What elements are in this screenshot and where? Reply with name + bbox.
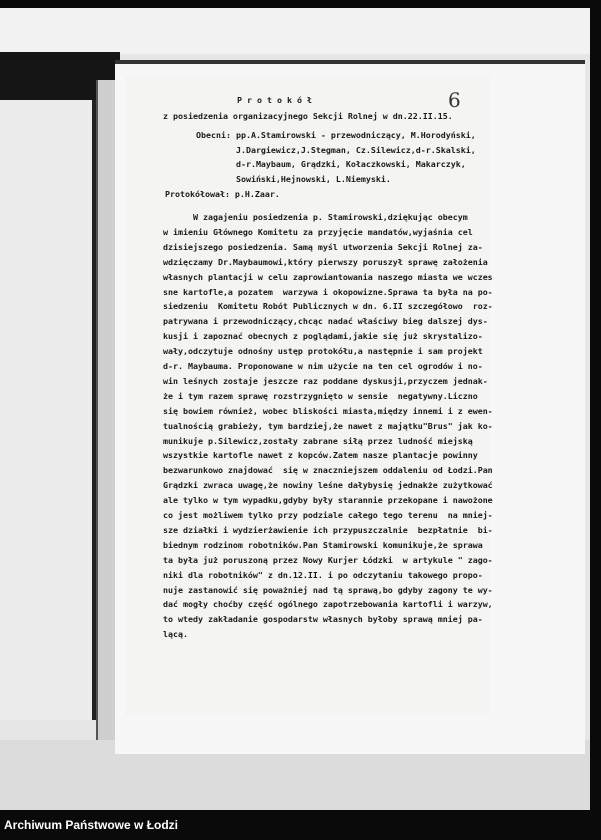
attendance-line: J.Dargiewicz,J.Stegman, Cz.Silewicz,d-r.Skalski,	[196, 144, 476, 155]
attendance-line: d-r.Maybaum, Grądzki, Kołaczkowski, Makarczyk,	[196, 159, 466, 169]
body-line: d-r. Maybauma. Proponowane w nim użycie na ten cel ogrodów i no-	[163, 361, 483, 371]
body-line: dać mogły choćby część ogólnego zapotrzebowania kartofli i warzyw,	[163, 599, 493, 610]
protocol-author: Protokółował: p.H.Zaar.	[165, 189, 280, 199]
body-line: tualnością grabieży, tym bardziej,że nawet z majątku"Brus" jak ko-	[163, 420, 493, 431]
body-line: ta była już poruszoną przez Nowy Kurjer Łódzki w artykule " zago-	[163, 554, 493, 565]
body-line: dzisiejszego posiedzenia. Samą myśl utworzenia Sekcji Rolnej za-	[163, 241, 483, 252]
body-line: że i tym razem sprawę rozstrzygnięto w sensie negatywny.Liczno	[163, 390, 478, 401]
body-line: biednym rodzinom robotników.Pan Stamirowski komunikuje,że sprawa	[163, 539, 483, 550]
body-line: kusji i zapoznać obecnych z poglądami,jakie się już skrystalizo-	[163, 331, 483, 342]
document-title: P r o t o k ó ł	[237, 95, 312, 105]
body-line: sze działki i wydzierżawienie ich przypuszczalnie bezpłatnie bi-	[163, 524, 493, 535]
scan-top-margin	[0, 8, 590, 54]
body-line: bezwarunkowo znajdować się w znaczniejszem oddaleniu od Łodzi.Pan	[163, 465, 493, 476]
body-line: niki dla robotników" z dn.12.II. i po odczytaniu takowego propo-	[163, 569, 483, 580]
body-line: Grądzki zwraca uwagę,że nowiny leśne dałybysię jednakże zużytkować	[163, 480, 493, 491]
body-line: wały,odczytuje odnośny ustęp protokółu,a następnie i sam projekt	[163, 346, 483, 357]
attendance-line: Obecni: pp.A.Stamirowski - przewodniczący, M.Horodyński,	[196, 130, 476, 140]
body-line: sne kartofle,a pozatem warzywa i okopowizne.Sprawa ta była na po-	[163, 286, 493, 297]
body-line: to wtedy zakładanie gospodarstw własnych byłoby sprawą mniej pa-	[163, 614, 483, 625]
body-line: munikuje p.Silewicz,zostały zabrane siłą przez ludność miejską	[163, 435, 473, 446]
body-line: się bowiem również, wobec bliskości miasta,między innemi i z ewen-	[163, 405, 493, 416]
body-line: siedzeniu Komitetu Robót Publicznych w dn. 6.II szczegółowo roz-	[163, 301, 493, 312]
body-line: patrywana i przewodniczący,chcąc nadać właściwy bieg dalszej dys-	[163, 316, 488, 327]
body-line: co jest możliwem tylko przy podziale całego tego terenu na mniej-	[163, 510, 493, 520]
page-number: 6	[448, 88, 461, 112]
body-line: W zagajeniu posiedzenia p. Stamirowski,dziękując obecym	[163, 212, 468, 222]
body-line: własnych plantacji w celu zaprowiantowania naszego miasta we wczes	[163, 271, 493, 282]
attendance-line: Sowiński,Hejnowski, L.Niemyski.	[196, 173, 391, 184]
body-line: wdzięczamy Dr.Maybaumowi,który pierwszy poruszył sprawę założenia	[163, 256, 488, 267]
body-line: ale tylko w tym wypadku,gdyby były starannie przekopane i nawożone	[163, 495, 493, 506]
body-line: lącą.	[163, 629, 188, 640]
body-line: win leśnych zostaje jeszcze raz poddane dyskusji,przyczem jednak-	[163, 375, 488, 386]
archive-label: Archiwum Państwowe w Łodzi	[4, 818, 179, 832]
body-line: nuje zastanowić się poważniej nad tą sprawą,bo gdyby zagony te wy-	[163, 584, 493, 595]
body-line: w imieniu Głównego Komitetu za przyjęcie mandatów,wyjaśnia cel	[163, 226, 473, 237]
body-line: wszystkie kartofle nawet z kopców.Zatem nasze plantacje powinny	[163, 450, 478, 461]
left-page	[0, 100, 100, 720]
document-subtitle: z posiedzenia organizacyjnego Sekcji Rolnej w dn.22.II.15.	[163, 111, 453, 121]
